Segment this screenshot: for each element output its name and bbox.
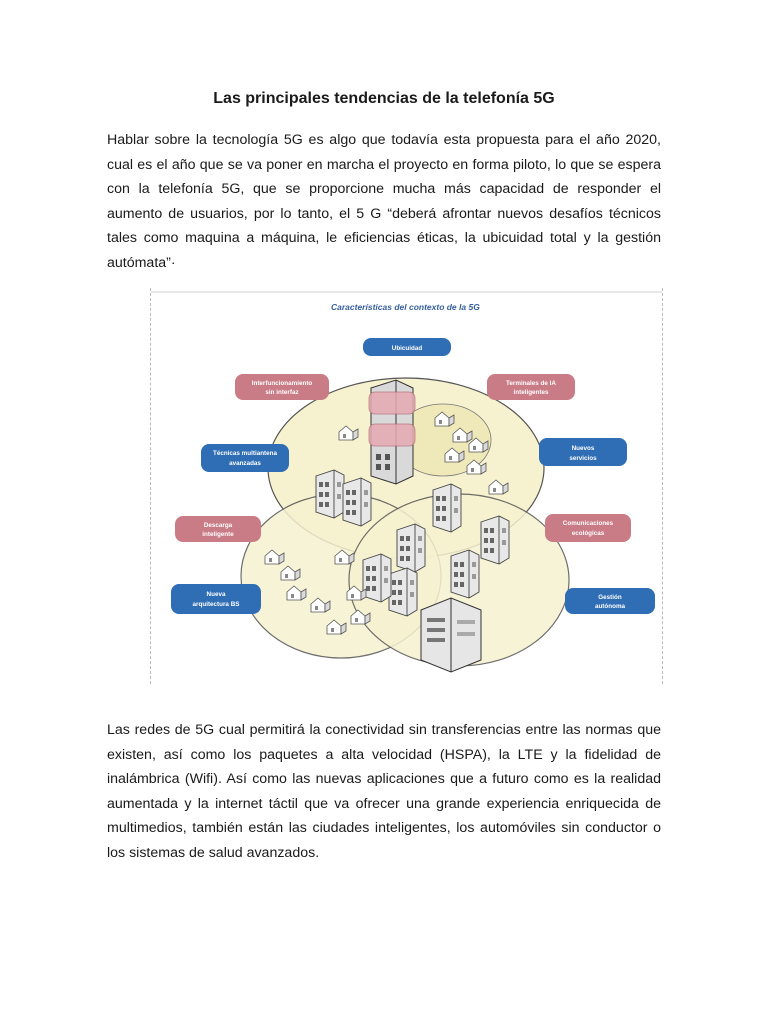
svg-text:Ubicuidad: Ubicuidad xyxy=(391,345,423,352)
building-icon xyxy=(397,524,425,572)
building-icon xyxy=(433,484,461,532)
label-tecnicas-multiantena xyxy=(201,444,289,472)
svg-text:Interfuncionamiento: Interfuncionamiento xyxy=(251,380,313,387)
svg-text:Descarga: Descarga xyxy=(203,522,233,529)
building-icon xyxy=(451,550,479,598)
diagram-title: Características del contexto de la 5G xyxy=(331,302,480,312)
svg-text:servicios: servicios xyxy=(569,455,597,462)
label-terminales-ia xyxy=(487,374,575,400)
label-comunicaciones-ecologicas xyxy=(545,514,631,542)
label-nueva-arquitectura xyxy=(171,584,261,614)
network-diagram-figure xyxy=(150,288,663,684)
svg-text:inteligentes: inteligentes xyxy=(513,389,549,396)
label-descarga-inteligente xyxy=(175,516,261,542)
label-gestion-autonoma xyxy=(565,588,655,614)
svg-text:arquitectura BS: arquitectura BS xyxy=(192,601,240,608)
svg-text:inteligente: inteligente xyxy=(202,531,234,538)
svg-text:sin interfaz: sin interfaz xyxy=(265,389,299,396)
label-nuevos-servicios xyxy=(539,438,627,466)
data-center-icon xyxy=(421,598,481,672)
building-icon xyxy=(389,568,417,616)
page-title: Las principales tendencias de la telefonía 5G xyxy=(213,90,555,107)
svg-text:Nuevos: Nuevos xyxy=(571,445,595,452)
svg-text:avanzadas: avanzadas xyxy=(229,460,261,467)
svg-text:Nueva: Nueva xyxy=(206,591,226,598)
intro-paragraph: Hablar sobre la tecnología 5G es algo que todavía esta propuesta para el año 2020, cual es el año que se va poner en marcha el proyecto en forma piloto, lo que se espera con la telefonía 5G, que se proporcione mucha más capacidad de responder el aumento de usuarios, por lo tanto, el 5 G “deberá afrontar nuevos desafíos técnicos tales como maquina a máquina, le eficiencias éticas, la ubicuidad total y la gestión autómata”· xyxy=(107,132,661,271)
svg-text:autónoma: autónoma xyxy=(594,603,626,610)
building-icon xyxy=(343,478,371,526)
svg-text:Comunicaciones: Comunicaciones xyxy=(562,520,614,527)
diagram-canvas xyxy=(151,288,662,684)
svg-text:Gestión: Gestión xyxy=(598,594,622,601)
svg-text:Terminales de IA: Terminales de IA xyxy=(506,380,556,387)
building-icon xyxy=(363,554,391,602)
svg-text:Técnicas multiantena: Técnicas multiantena xyxy=(212,450,278,457)
second-paragraph: Las redes de 5G cual permitirá la conectividad sin transferencias entre las normas que existen, así como los paquetes a alta velocidad (HSPA), la LTE y la fidelidad de inalámbrica (Wifi). Así como las nuevas aplicaciones que a futuro como es la realidad aumentada y la internet táctil que va ofrecer una grande experiencia enriquecida de multimedios, también están las ciudades inteligentes, los automóviles sin conductor o los sistemas de salud avanzados. xyxy=(107,722,661,861)
building-icon xyxy=(481,516,509,564)
label-interfuncionamiento xyxy=(235,374,329,400)
label-ubicuidad xyxy=(363,338,451,356)
central-tower-icon xyxy=(369,380,415,484)
building-icon xyxy=(316,470,344,518)
svg-text:ecológicas: ecológicas xyxy=(571,530,605,537)
